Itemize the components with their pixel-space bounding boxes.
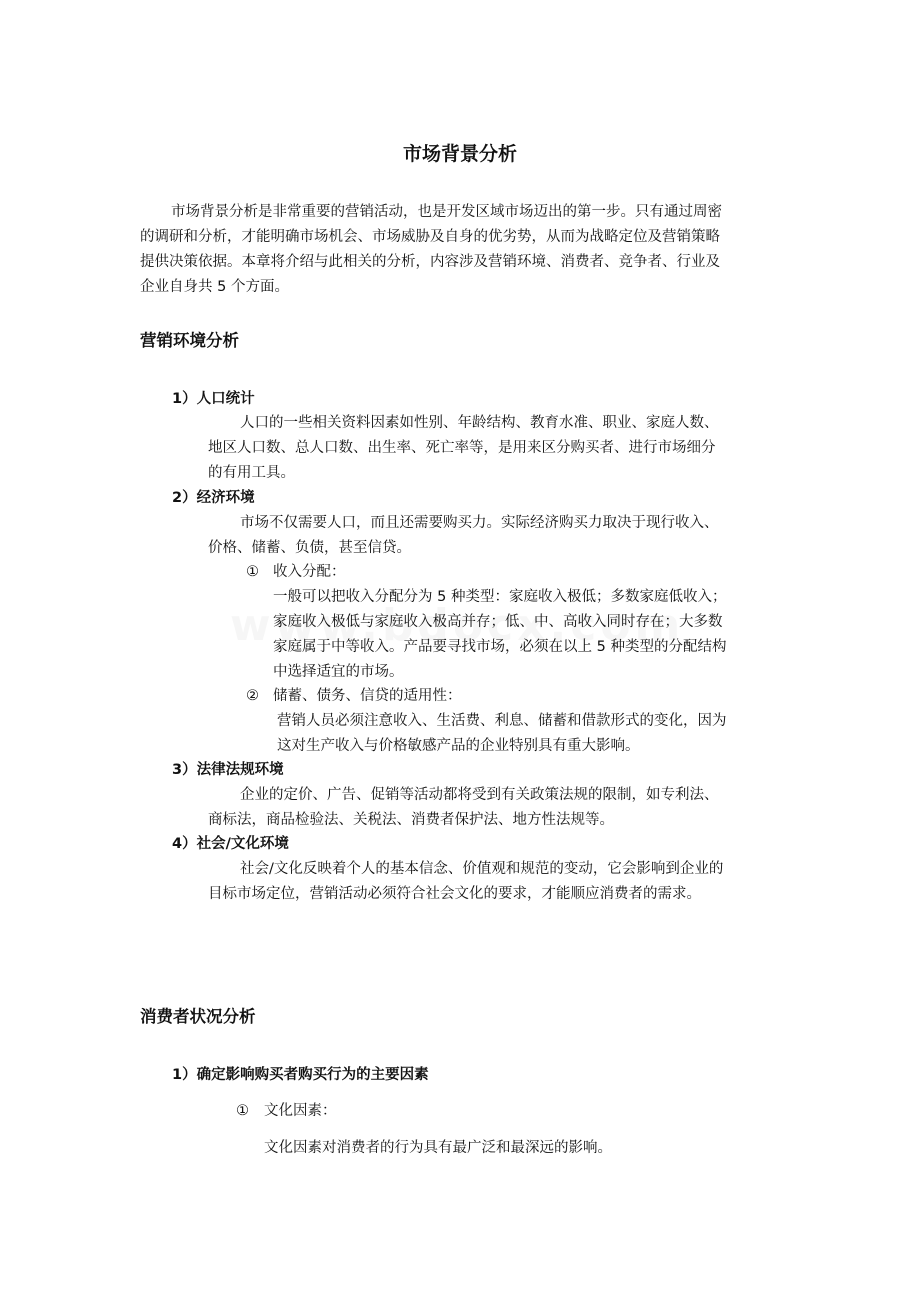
subitem-text-line: 家庭收入极低与家庭收入极高并存；低、中、高收入同时存在；大多数 [273, 614, 723, 630]
subitem-text-line: 文化因素对消费者的行为具有最广泛和最深远的影响。 [264, 1140, 612, 1156]
intro-line: 提供决策依据。本章将介绍与此相关的分析，内容涉及营销环境、消费者、竞争者、行业及 [140, 254, 720, 270]
circled-marker: ① [246, 564, 259, 580]
subitem-text-line: 一般可以把收入分配分为 5 种类型：家庭收入极低；多数家庭低收入； [273, 589, 727, 605]
item-text-line: 人口的一些相关资料因素如性别、年龄结构、教育水准、职业、家庭人数、 [240, 415, 719, 431]
circled-marker: ① [236, 1103, 249, 1119]
item-text-line: 社会/文化反映着个人的基本信念、价值观和规范的变动，它会影响到企业的 [240, 861, 724, 877]
subitem-text-line: 这对生产收入与价格敏感产品的企业特别具有重大影响。 [277, 738, 640, 754]
item-heading: 1）人口统计 [172, 391, 255, 407]
subitem-label: 文化因素： [264, 1103, 337, 1119]
item-text-line: 价格、储蓄、负债，甚至信贷。 [208, 540, 411, 556]
item-text-line: 市场不仅需要人口，而且还需要购买力。实际经济购买力取决于现行收入、 [240, 515, 719, 531]
item-heading: 1）确定影响购买者购买行为的主要因素 [172, 1067, 429, 1083]
subitem-text-line: 家庭属于中等收入。产品要寻找市场，必须在以上 5 种类型的分配结构 [273, 639, 727, 655]
item-text-line: 企业的定价、广告、促销等活动都将受到有关政策法规的限制，如专利法、 [240, 787, 719, 803]
intro-line: 企业自身共 5 个方面。 [140, 279, 289, 295]
item-text-line: 目标市场定位，营销活动必须符合社会文化的要求，才能顺应消费者的需求。 [208, 886, 701, 902]
item-text-line: 商标法，商品检验法、关税法、消费者保护法、地方性法规等。 [208, 812, 614, 828]
subitem-text-line: 营销人员必须注意收入、生活费、利息、储蓄和借款形式的变化，因为 [277, 713, 727, 729]
intro-line: 的调研和分析，才能明确市场机会、市场威胁及自身的优劣势，从而为战略定位及营销策略 [140, 229, 720, 245]
item-text-line: 地区人口数、总人口数、出生率、死亡率等，是用来区分购买者、进行市场细分 [208, 440, 716, 456]
item-heading: 4）社会/文化环境 [172, 836, 289, 852]
item-heading: 3）法律法规环境 [172, 762, 284, 778]
item-text-line: 的有用工具。 [208, 465, 295, 481]
circled-marker: ② [246, 688, 259, 704]
subitem-label: 收入分配： [273, 564, 346, 580]
intro-line: 市场背景分析是非常重要的营销活动，也是开发区域市场迈出的第一步。只有通过周密 [171, 204, 722, 220]
item-heading: 2）经济环境 [172, 490, 255, 506]
section-heading: 营销环境分析 [140, 331, 239, 350]
subitem-text-line: 中选择适宜的市场。 [273, 664, 404, 680]
subitem-label: 储蓄、债务、信贷的适用性： [273, 688, 462, 704]
page-title: 市场背景分析 [402, 143, 517, 165]
section-heading: 消费者状况分析 [140, 1007, 256, 1026]
